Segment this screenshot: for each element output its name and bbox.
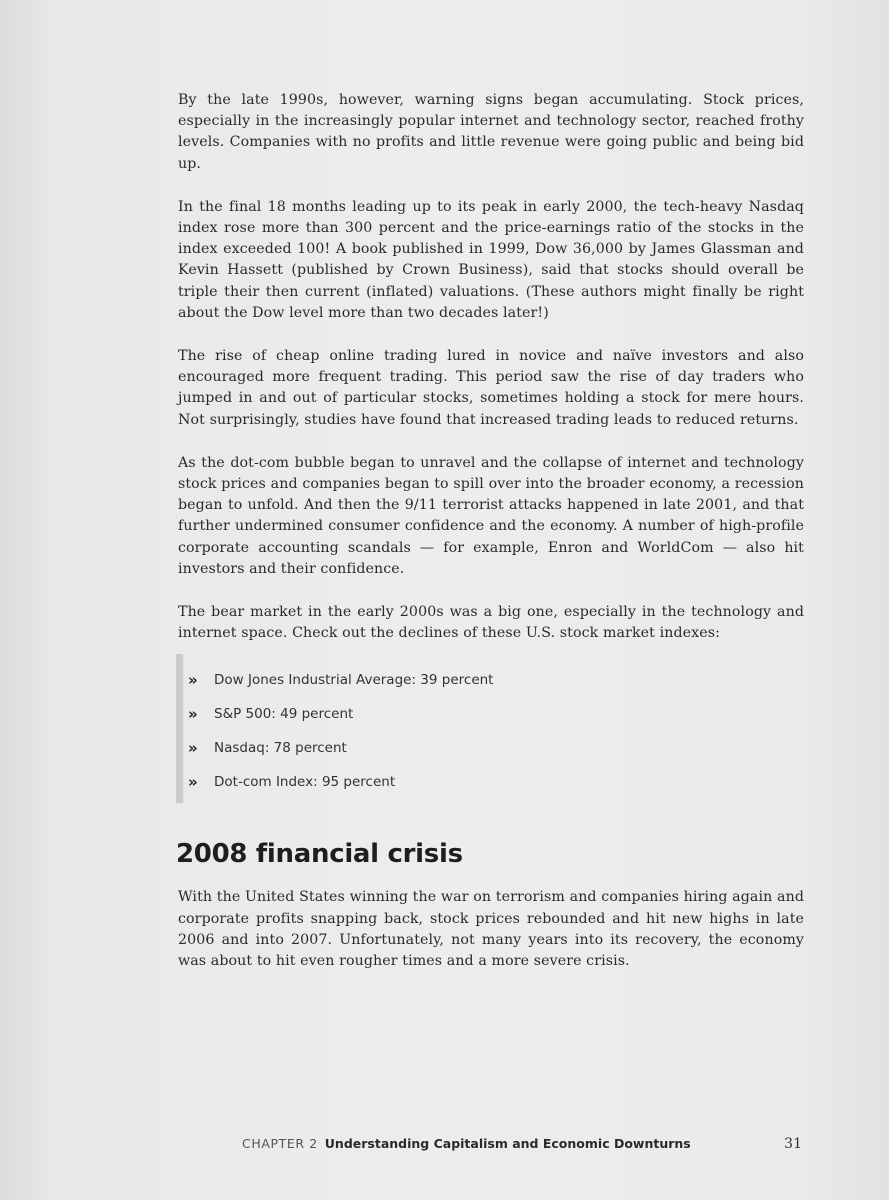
list-item-text: Nasdaq: 78 percent xyxy=(214,740,347,757)
footer-chapter-title: Understanding Capitalism and Economic Downturns xyxy=(324,1136,691,1151)
section-heading: 2008 financial crisis xyxy=(176,839,463,870)
paragraph-nasdaq-peak: In the final 18 months leading up to its peak in early 2000, the tech-heavy Nasdaq index rose more than 300 percent and the price-earnings ratio of the stocks in the index exceeded 100! A book published in 1999, Dow 36,000 by James Glassman and Kevin Hassett (published by Crown Business), said that stocks should overall be triple their then current (inflated) valuations. (These authors might finally be right about the Dow level more than two decades later!) xyxy=(178,198,804,321)
double-chevron-icon: » xyxy=(188,739,195,758)
paragraph-late-1990s: By the late 1990s, however, warning signs began accumulating. Stock prices, especially in the increasingly popular internet and technology sector, reached frothy levels. Companies with no profits and little revenue were going public and being bid up. xyxy=(178,92,804,172)
footer-chapter-label: CHAPTER 2 xyxy=(242,1136,318,1151)
index-declines-list xyxy=(176,654,516,803)
list-item-text: S&P 500: 49 percent xyxy=(214,706,354,723)
page-footer xyxy=(242,1136,802,1152)
double-chevron-icon: » xyxy=(188,671,195,690)
paragraph-online-trading: The rise of cheap online trading lured in novice and naïve investors and also encouraged more frequent trading. This period saw the rise of day traders who jumped in and out of particular stocks, sometimes holding a stock for mere hours. Not surprisingly, studies have found that increased trading leads to reduced returns. xyxy=(178,348,804,428)
paragraph-bear-market: The bear market in the early 2000s was a big one, especially in the technology and internet space. Check out the declines of these U.S. stock market indexes: xyxy=(178,604,804,642)
page-number: 31 xyxy=(784,1136,802,1152)
double-chevron-icon: » xyxy=(188,705,195,724)
list-item xyxy=(176,765,516,799)
list-item xyxy=(176,663,516,697)
list-item xyxy=(176,731,516,765)
double-chevron-icon: » xyxy=(188,773,195,792)
page-body xyxy=(178,90,804,994)
paragraph-dotcom-bubble: As the dot-com bubble began to unravel and the collapse of internet and technology stock prices and companies began to spill over into the broader economy, a recession began to unfold. And then the 9/11 terrorist attacks happened in late 2001, and that further undermined consumer confidence and the economy. A number of high-profile corporate accounting scandals — for example, Enron and WorldCom — also hit investors and their confidence. xyxy=(178,454,804,577)
list-item-text: Dow Jones Industrial Average: 39 percent xyxy=(214,672,494,689)
list-item xyxy=(176,697,516,731)
paragraph-2008-crisis: With the United States winning the war on terrorism and companies hiring again and corporate profits snapping back, stock prices rebounded and hit new highs in late 2006 and into 2007. Unfortunately, not many years into its recovery, the economy was about to hit even rougher times and a more severe crisis. xyxy=(178,889,804,970)
list-item-text: Dot-com Index: 95 percent xyxy=(214,774,396,791)
